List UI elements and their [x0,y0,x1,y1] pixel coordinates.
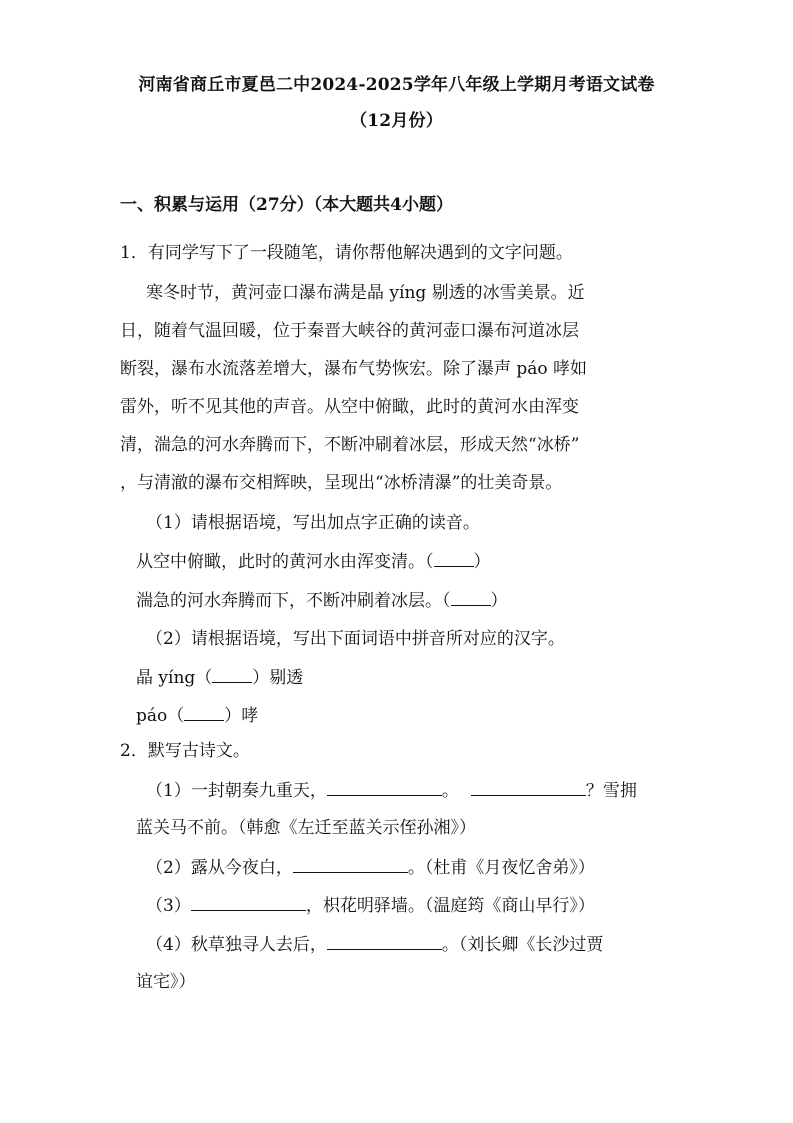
answer-blank-character-1[interactable] [212,666,252,683]
character-item-1-post: ）剔透 [252,668,304,688]
close-paren: ） [490,591,508,611]
character-item-2-pre: páo（ [136,706,185,726]
character-item-1 [136,666,303,689]
answer-blank-poem-4[interactable] [327,933,442,950]
answer-blank-poem-1b[interactable] [471,779,586,796]
poem-item-1-tail: ？雪拥 [585,781,637,801]
reading-item-1-text: 从空中俯瞰，此时的黄河水由浑变清。（ [136,552,434,572]
answer-blank-reading-1[interactable] [434,550,474,567]
poem-item-4-source-cont: 谊宅》） [136,972,196,992]
poem-item-2-source: 。（杜甫《月夜忆舍弟》） [407,858,595,878]
sub-question-1: （1）请根据语境，写出加点字正确的读音。 [146,513,480,533]
exam-title: 河南省商丘市夏邑二中2024-2025学年八年级上学期月考语文试卷 [138,75,655,95]
poem-item-1 [146,779,637,802]
passage-line-1: 寒冬时节，黄河壶口瀑布满是晶 yíng 剔透的冰雪美景。近 [146,283,585,303]
answer-blank-poem-1a[interactable] [327,779,442,796]
answer-blank-poem-2[interactable] [293,856,408,873]
section-heading: 一、积累与运用（27分）（本大题共4小题） [120,195,453,215]
poem-item-4 [146,933,603,956]
exam-subtitle: （12月份） [350,111,443,131]
passage-line-6: ，与清澈的瀑布交相辉映，呈现出“冰桥清瀑”的壮美奇景。 [120,473,563,493]
poem-item-2-text: （2）露从今夜白， [146,858,293,878]
answer-blank-reading-2[interactable] [451,589,491,606]
character-item-2-post: ）哮 [224,706,259,726]
poem-item-4-source: 。（刘长卿《长沙过贾 [441,935,604,955]
passage-line-2: 日，随着气温回暖，位于秦晋大峡谷的黄河壶口瀑布河道冰层 [120,321,579,341]
poem-item-1-text: （1）一封朝奏九重天， [146,781,327,801]
poem-item-2 [146,856,595,879]
poem-item-3-num: （3） [146,896,191,916]
poem-item-4-text: （4）秋草独寻人去后， [146,935,327,955]
character-item-1-pre: 晶 yíng（ [136,668,213,688]
reading-item-2-text: 湍急的河水奔腾而下，不断冲刷着冰层。（ [136,591,451,611]
passage-line-5: 清，湍急的河水奔腾而下，不断冲刷着冰层，形成天然“冰桥” [120,435,580,455]
poem-item-1-source: 蓝关马不前。（韩愈《左迁至蓝关示侄孙湘》） [136,818,476,838]
question-2-stem: 2．默写古诗文。 [120,741,250,761]
passage-line-3: 断裂，瀑布水流落差增大，瀑布气势恢宏。除了瀑声 páo 哮如 [120,359,588,379]
answer-blank-poem-3[interactable] [191,894,306,911]
character-item-2 [136,704,258,727]
close-paren: ） [473,552,491,572]
poem-item-1-punct: 。 [441,781,459,801]
passage-line-4: 雷外，听不见其他的声音。从空中俯瞰，此时的黄河水由浑变 [120,397,579,417]
reading-item-1 [136,550,491,573]
reading-item-2 [136,589,508,612]
poem-item-3 [146,894,595,917]
poem-item-3-text: ，枳花明驿墙。（温庭筠《商山早行》） [305,896,595,916]
answer-blank-character-2[interactable] [184,704,224,721]
question-1-stem: 1．有同学写下了一段随笔，请你帮他解决遇到的文字问题。 [120,243,573,263]
sub-question-2: （2）请根据语境，写出下面词语中拼音所对应的汉字。 [146,629,565,649]
